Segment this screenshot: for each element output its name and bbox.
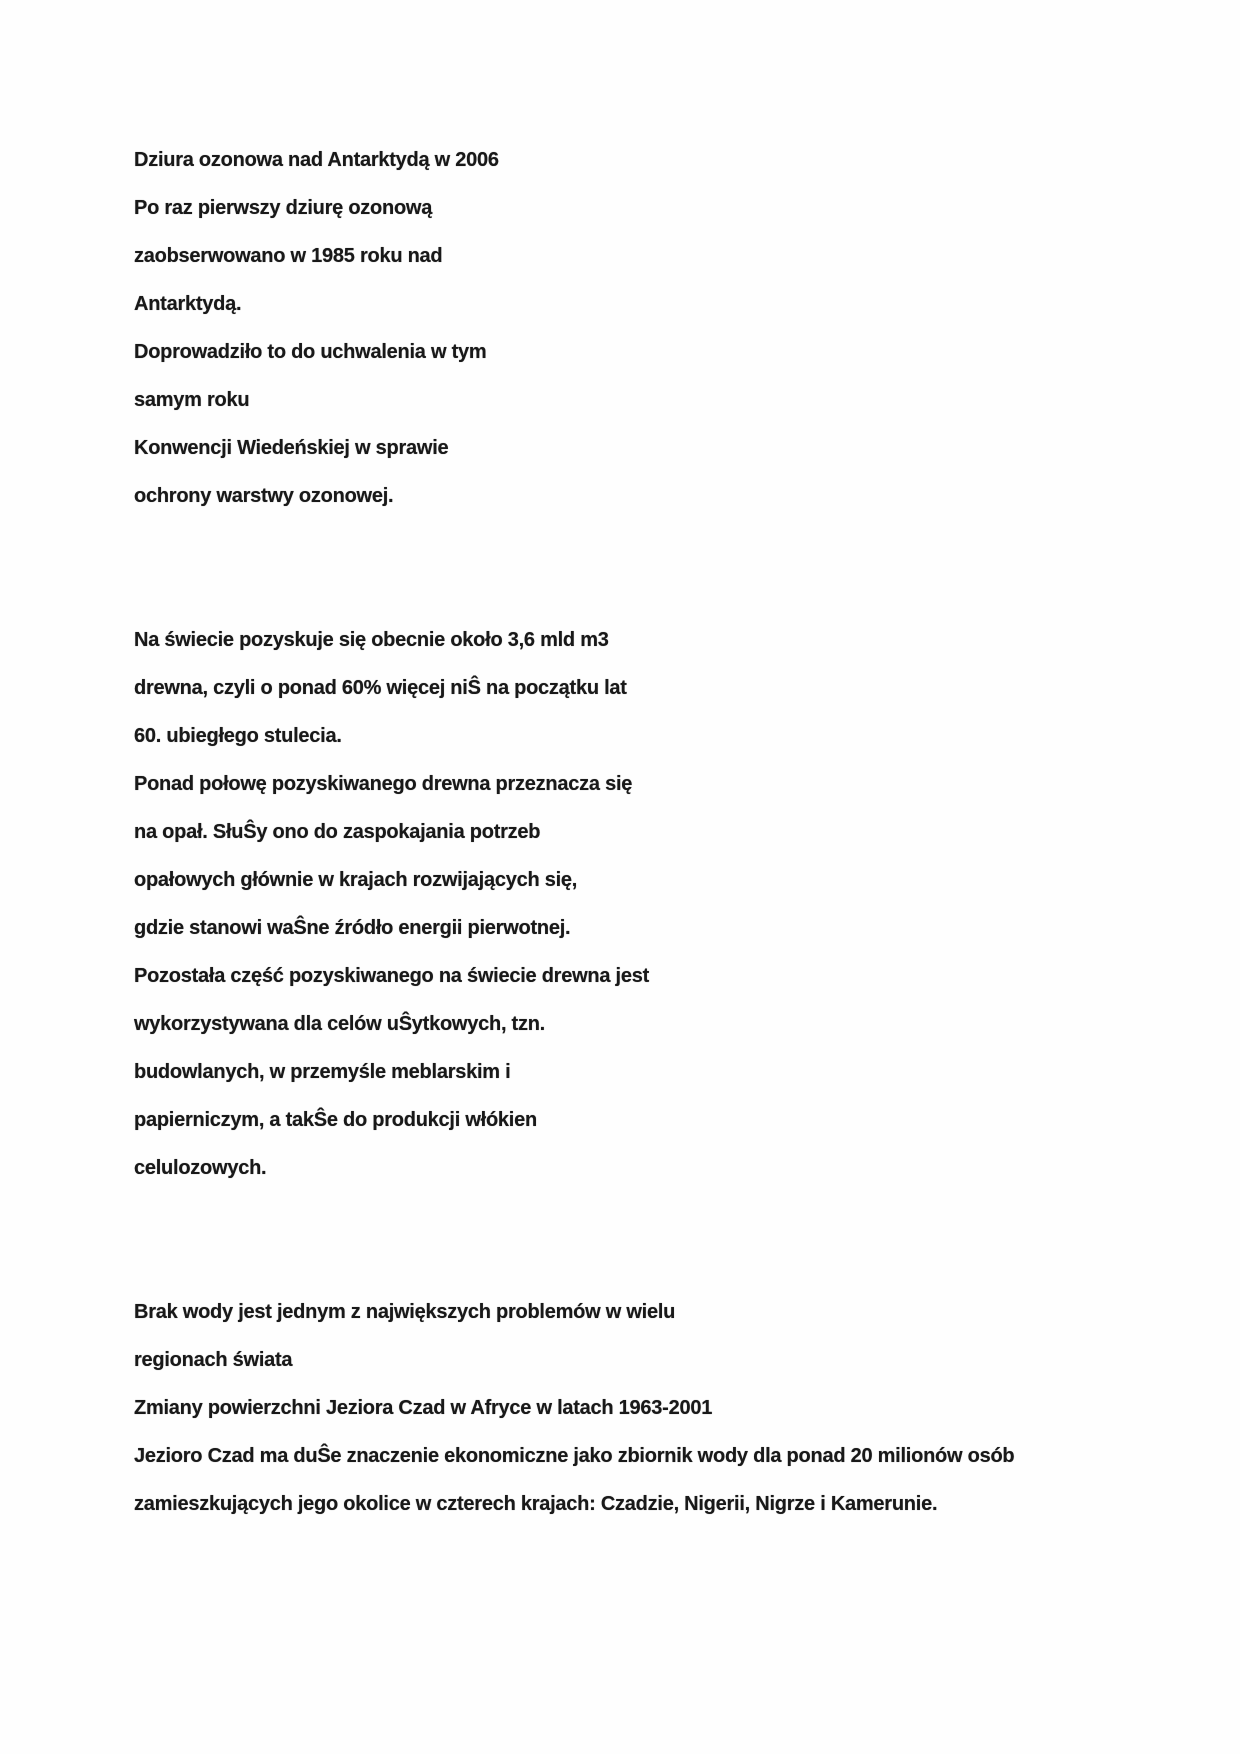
section-spacer: [134, 520, 1130, 616]
text-line: gdzie stanowi waŜne źródło energii pierwotnej.: [134, 917, 571, 939]
text-line: Konwencji Wiedeńskiej w sprawie: [134, 437, 449, 459]
section-spacer: [134, 1192, 1130, 1288]
text-line: Ponad połowę pozyskiwanego drewna przeznacza się: [134, 773, 633, 795]
paragraph-lake-chad: [134, 1288, 1130, 1528]
text-line: opałowych głównie w krajach rozwijających się,: [134, 869, 578, 891]
text-line: Zmiany powierzchni Jeziora Czad w Afryce w latach 1963-2001: [134, 1397, 713, 1419]
text-line: Na świecie pozyskuje się obecnie około 3,6 mld m3: [134, 629, 609, 651]
text-line: Po raz pierwszy dziurę ozonową: [134, 197, 433, 219]
text-line: zamieszkujących jego okolice w czterech krajach: Czadzie, Nigerii, Nigrze i Kamerunie.: [134, 1493, 938, 1515]
paragraph-ozone: [134, 136, 1130, 520]
text-line: regionach świata: [134, 1349, 293, 1371]
text-line: drewna, czyli o ponad 60% więcej niŜ na początku lat: [134, 677, 627, 699]
text-line: ochrony warstwy ozonowej.: [134, 485, 394, 507]
text-line: Pozostała część pozyskiwanego na świecie drewna jest: [134, 965, 649, 987]
text-line: Brak wody jest jednym z największych problemów w wielu: [134, 1301, 676, 1323]
text-line: celulozowych.: [134, 1157, 267, 1179]
text-line: papierniczym, a takŜe do produkcji włókien: [134, 1109, 537, 1131]
text-line: wykorzystywana dla celów uŜytkowych, tzn.: [134, 1013, 545, 1035]
text-line: Antarktydą.: [134, 293, 242, 315]
text-line: Doprowadziło to do uchwalenia w tym: [134, 341, 487, 363]
text-line: Dziura ozonowa nad Antarktydą w 2006: [134, 149, 499, 171]
text-line: Jezioro Czad ma duŜe znaczenie ekonomiczne jako zbiornik wody dla ponad 20 milionów osób: [134, 1445, 1015, 1467]
text-line: budowlanych, w przemyśle meblarskim i: [134, 1061, 511, 1083]
text-line: 60. ubiegłego stulecia.: [134, 725, 342, 747]
paragraph-wood: [134, 616, 1130, 1192]
text-line: zaobserwowano w 1985 roku nad: [134, 245, 443, 267]
text-line: samym roku: [134, 389, 250, 411]
text-line: na opał. SłuŜy ono do zaspokajania potrzeb: [134, 821, 541, 843]
